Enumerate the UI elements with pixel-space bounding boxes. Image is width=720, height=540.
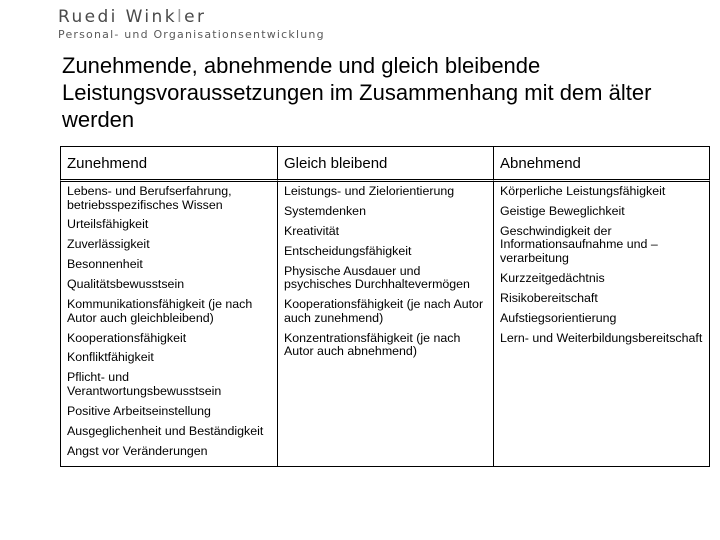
list-item: Leistungs- und Zielorientierung — [284, 184, 455, 198]
list-item: Aufstiegsorientierung — [500, 310, 617, 325]
list-item: Besonnenheit — [67, 257, 143, 272]
list-item: Kooperationsfähigkeit — [67, 330, 187, 345]
column-zunehmend — [60, 182, 277, 467]
list-item: Systemdenken — [284, 203, 366, 218]
list-item: Physische Ausdauer und psychisches Durchhaltevermögen — [284, 263, 470, 292]
list-zunehmend — [67, 185, 271, 458]
list-item: Körperliche Leistungsfähigkeit — [500, 184, 666, 198]
list-item: Konzentrationsfähigkeit (je nach Autor auch abnehmend) — [284, 330, 461, 359]
list-item: Qualitätsbewusstsein — [67, 277, 185, 292]
slide-title: Zunehmende, abnehmende und gleich bleibende Leistungsvoraussetzungen im Zusammenhang mit dem älter werden — [62, 53, 652, 132]
list-item: Lern- und Weiterbildungsbereitschaft — [500, 330, 703, 345]
list-item: Ausgeglichenheit und Beständigkeit — [67, 423, 264, 438]
header-gleich-bleibend: Gleich bleibend — [277, 146, 493, 182]
list-item: Urteilsfähigkeit — [67, 217, 149, 232]
company-logo — [58, 6, 325, 42]
list-item: Geistige Beweglichkeit — [500, 203, 625, 218]
list-item: Geschwindigkeit der Informationsaufnahme und –verarbeitung — [500, 223, 658, 265]
table-header-row — [60, 146, 710, 182]
list-abnehmend — [500, 185, 703, 345]
list-gleich-bleibend — [284, 185, 487, 359]
list-item: Kooperationsfähigkeit (je nach Autor auch zunehmend) — [284, 297, 484, 325]
list-item: Pflicht- und Verantwortungsbewusstsein — [67, 370, 222, 398]
column-gleich-bleibend — [277, 182, 493, 467]
list-item: Positive Arbeitseinstellung — [67, 403, 211, 418]
list-item: Zuverlässigkeit — [67, 237, 150, 252]
table-body-row — [60, 182, 710, 467]
list-item: Kurzzeitgedächtnis — [500, 270, 605, 285]
list-item: Konfliktfähigkeit — [67, 350, 154, 365]
logo-name — [58, 6, 325, 28]
column-abnehmend — [493, 182, 710, 467]
comparison-table-container — [60, 146, 710, 467]
list-item: Risikobereitschaft — [500, 290, 598, 305]
header-abnehmend: Abnehmend — [493, 146, 710, 182]
logo-name-part1: Ruedi Wink — [58, 7, 177, 27]
header-zunehmend: Zunehmend — [60, 146, 277, 182]
list-item: Lebens- und Berufserfahrung, betriebsspezifisches Wissen — [67, 184, 232, 212]
list-item: Angst vor Veränderungen — [67, 443, 208, 458]
comparison-table — [60, 146, 710, 467]
logo-subtitle: Personal- und Organisationsentwicklung — [58, 28, 325, 41]
list-item: Kreativität — [284, 223, 340, 238]
list-item: Entscheidungsfähigkeit — [284, 243, 412, 258]
list-item: Kommunikationsfähigkeit (je nach Autor auch gleichbleibend) — [67, 297, 253, 325]
logo-name-accent: l — [176, 7, 185, 27]
logo-name-part3: er — [184, 7, 207, 27]
